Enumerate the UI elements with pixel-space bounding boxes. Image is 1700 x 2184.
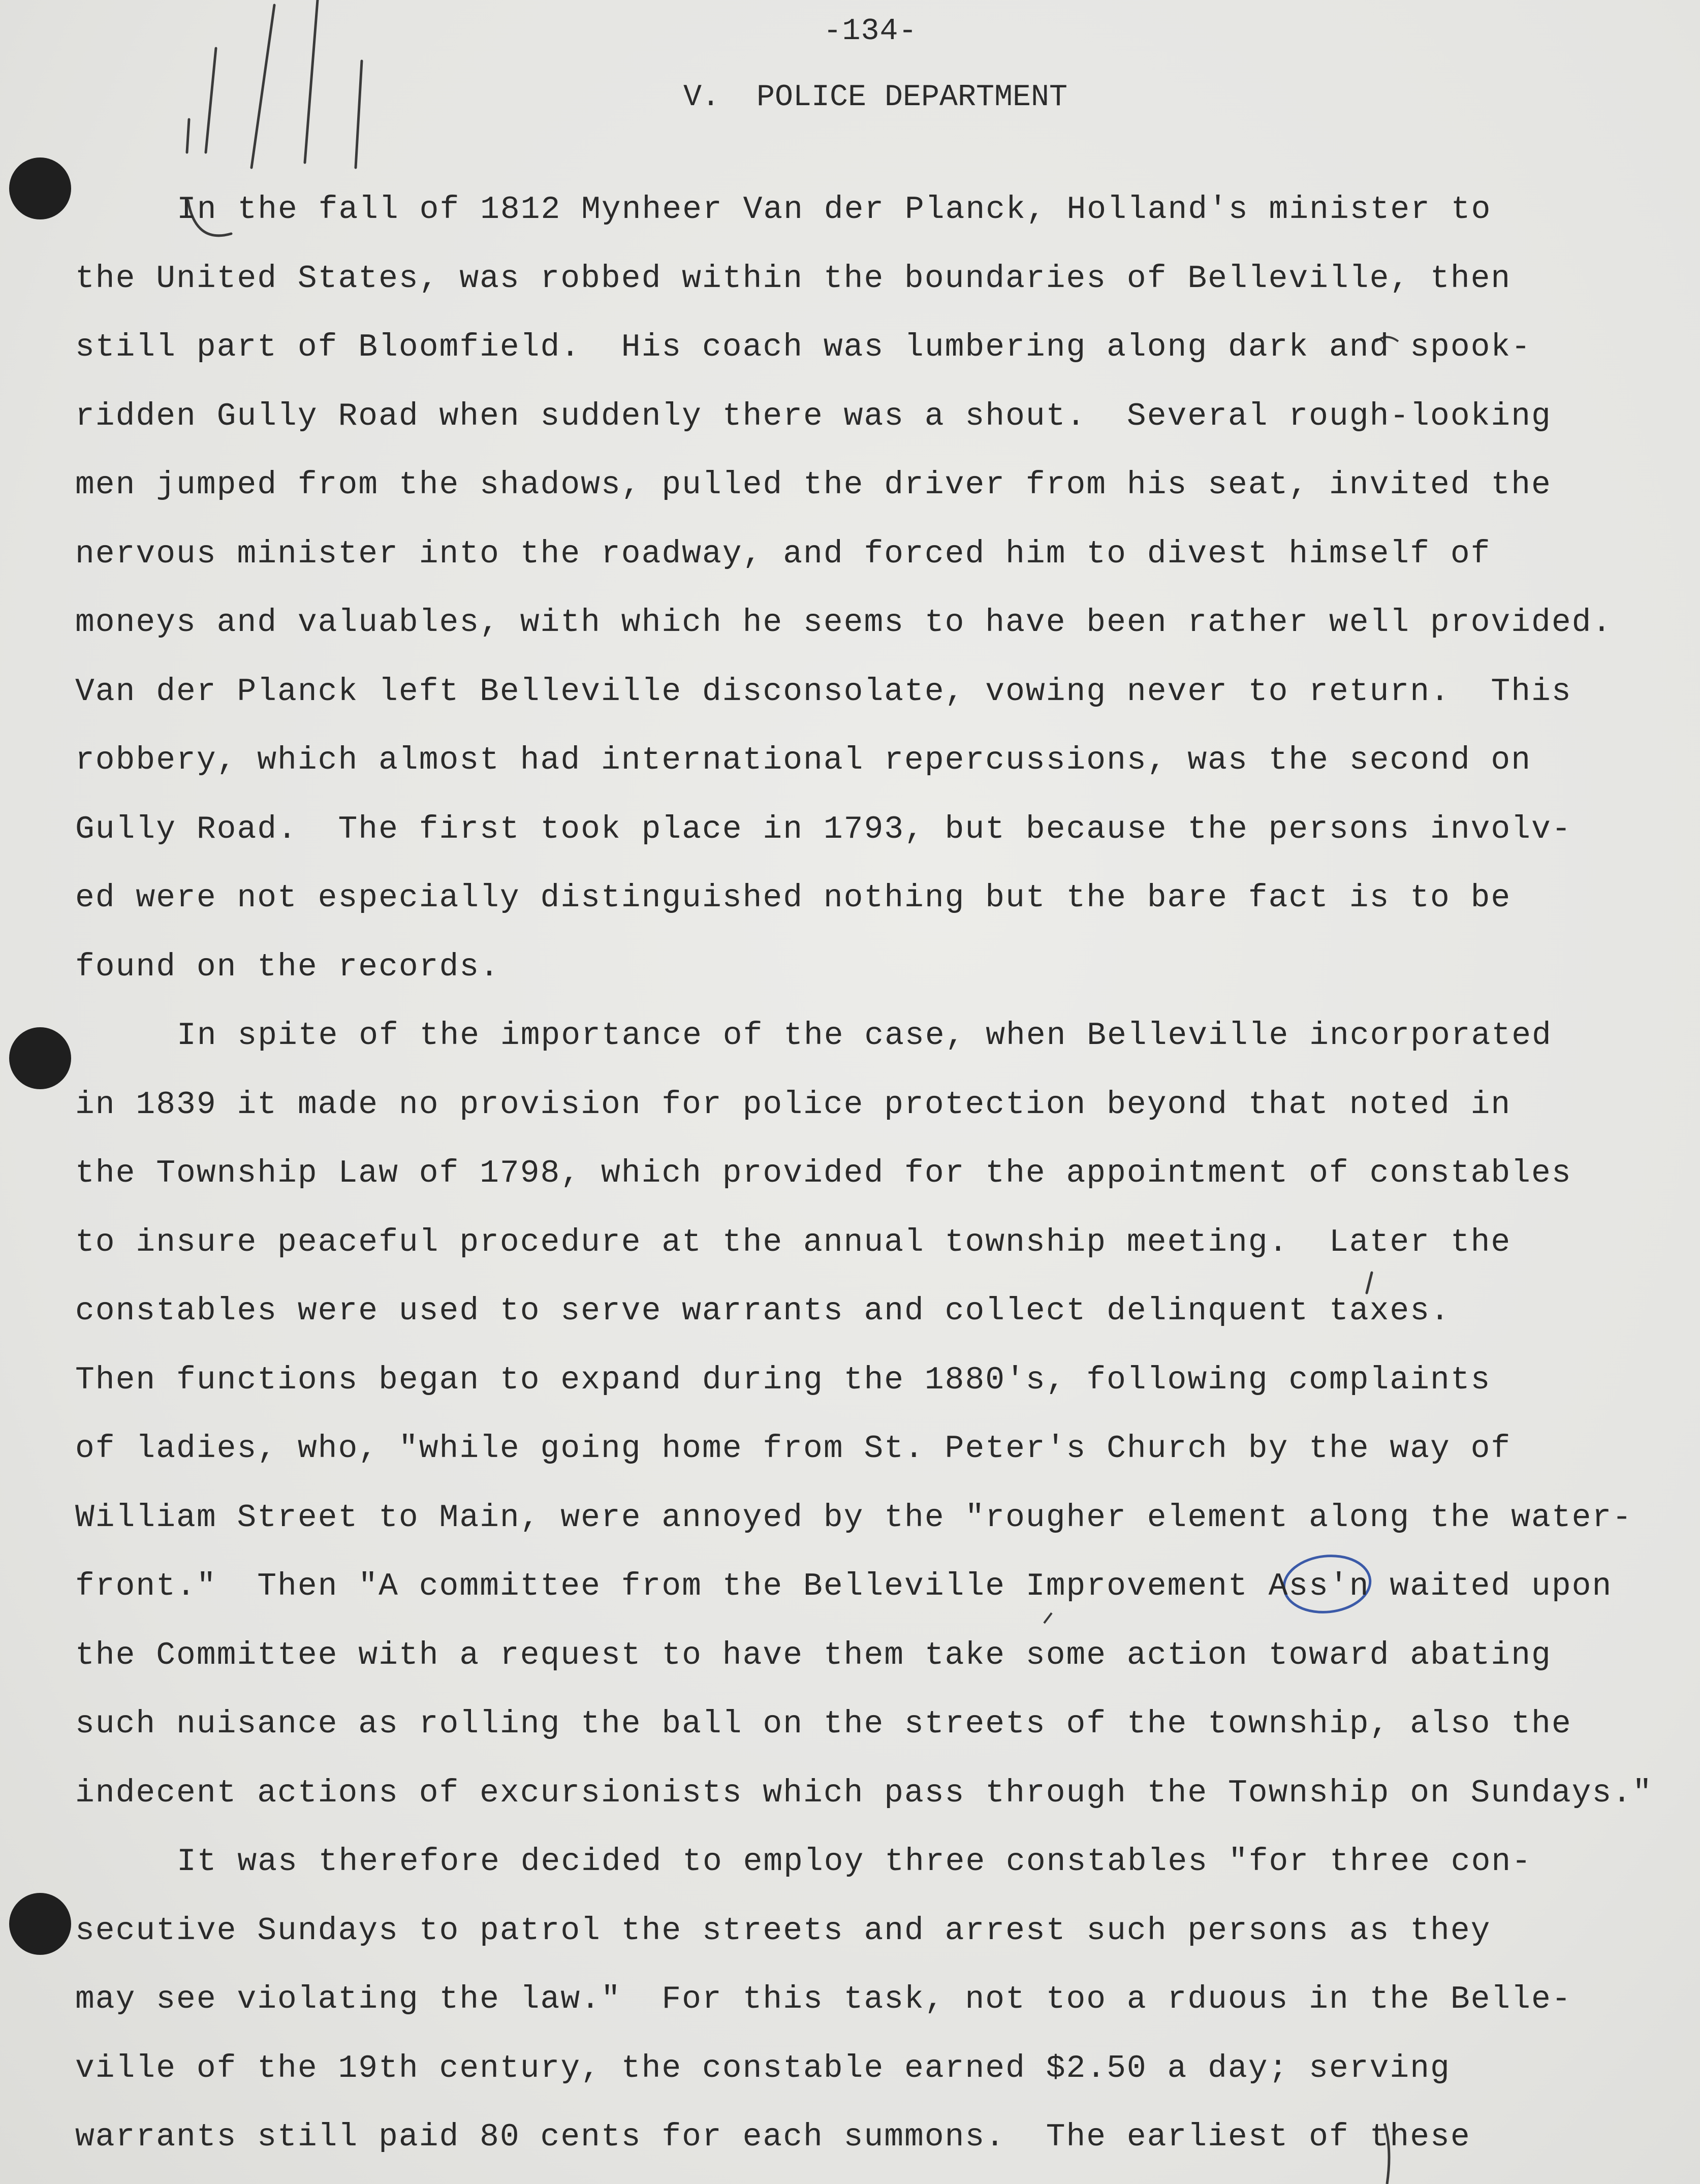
text-line: ed were not especially distinguished nothing but the bare fact is to be [75, 880, 1512, 916]
text-line: such nuisance as rolling the ball on the streets of the township, also the [75, 1706, 1572, 1742]
binder-hole-bottom [9, 1893, 71, 1955]
text-line: Gully Road. The first took place in 1793, but because the persons involv- [75, 811, 1572, 847]
text-line: the Township Law of 1798, which provided for the appointment of constables [75, 1155, 1572, 1191]
text-line: Van der Planck left Belleville disconsolate, vowing never to return. This [75, 673, 1572, 710]
body-text [75, 175, 1653, 2172]
binder-hole-middle [9, 1027, 71, 1089]
page-number: -134- [823, 14, 918, 49]
text-line: secutive Sundays to patrol the streets and arrest such persons as they [75, 1912, 1491, 1949]
text-line: may see violating the law." For this task, not too a rduous in the Belle- [75, 1981, 1572, 2017]
paragraph-1 [75, 175, 1653, 1001]
text-line: William Street to Main, were annoyed by the "rougher element along the water- [75, 1499, 1633, 1536]
text-line: found on the records. [75, 948, 500, 985]
text-line: men jumped from the shadows, pulled the driver from his seat, invited the [75, 467, 1552, 503]
text-line: constables were used to serve warrants and collect delinquent taxes. [75, 1293, 1451, 1329]
text-line: to insure peaceful procedure at the annual township meeting. Later the [75, 1224, 1512, 1260]
binder-hole-top [9, 157, 71, 219]
text-line: robbery, which almost had international repercussions, was the second on [75, 742, 1532, 778]
text-line: nervous minister into the roadway, and forced him to divest himself of [75, 535, 1491, 572]
text-line: Then functions began to expand during the 1880's, following complaints [75, 1362, 1491, 1398]
text-line: of ladies, who, "while going home from St. Peter's Church by the way of [75, 1431, 1512, 1467]
text-line: ville of the 19th century, the constable earned $2.50 a day; serving [75, 2050, 1451, 2086]
text-line: still part of Bloomfield. His coach was lumbering along dark and spook- [75, 329, 1532, 365]
text-line: in 1839 it made no provision for police protection beyond that noted in [75, 1086, 1512, 1123]
text-line: front." Then "A committee from the Belleville Improvement Ass'n waited upon [75, 1568, 1613, 1604]
text-line: In spite of the importance of the case, when Belleville incorporated [177, 1018, 1552, 1054]
section-heading: V. POLICE DEPARTMENT [683, 80, 1068, 115]
text-line: indecent actions of excursionists which pass through the Township on Sundays." [75, 1775, 1653, 1811]
text-line: It was therefore decided to employ three constables "for three con- [177, 1844, 1532, 1880]
text-line: warrants still paid 80 cents for each summons. The earliest of these [75, 2119, 1471, 2155]
text-line: In the fall of 1812 Mynheer Van der Planck, Holland's minister to [177, 192, 1492, 228]
text-line: moneys and valuables, with which he seems to have been rather well provided. [75, 605, 1613, 641]
paragraph-2 [75, 1001, 1653, 1827]
text-line: the United States, was robbed within the boundaries of Belleville, then [75, 260, 1512, 297]
paragraph-3 [75, 1827, 1653, 2172]
text-line: ridden Gully Road when suddenly there was a shout. Several rough-looking [75, 398, 1552, 434]
text-line: the Committee with a request to have them take some action toward abating [75, 1637, 1552, 1673]
